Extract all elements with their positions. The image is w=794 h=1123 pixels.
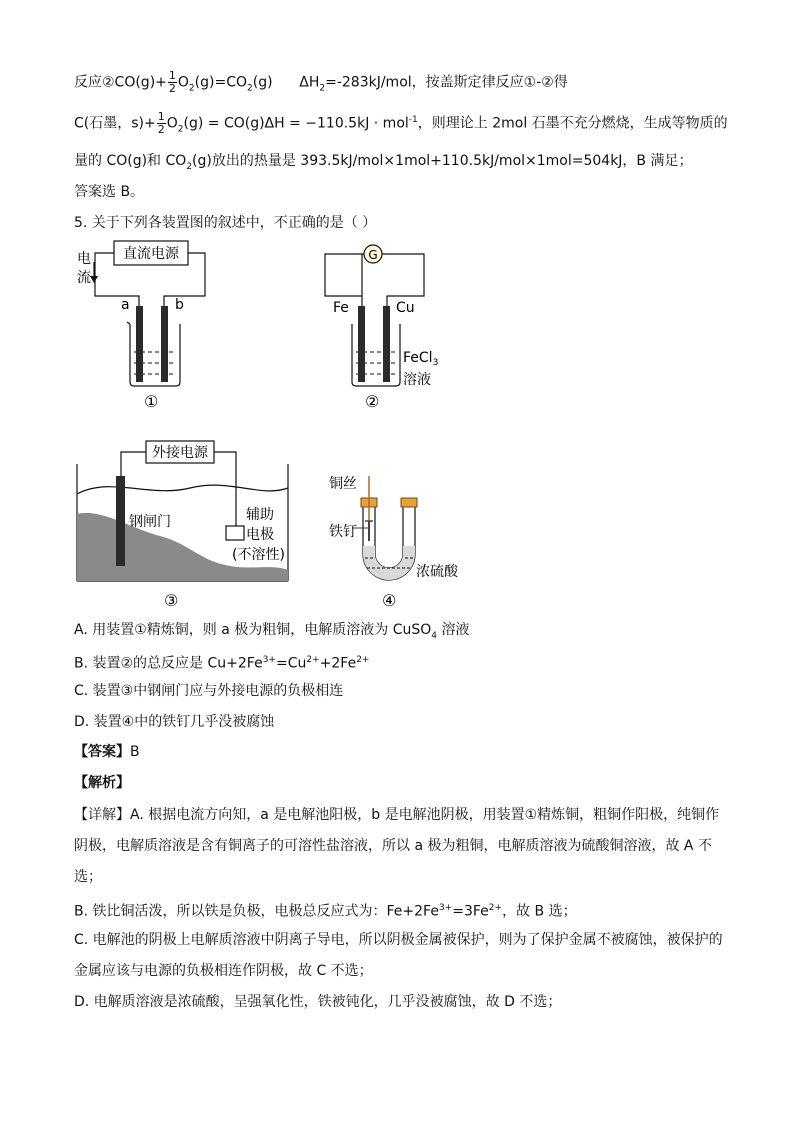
svg-text:铁钉: 铁钉 — [329, 524, 357, 540]
question-5: 5. 关于下列各装置图的叙述中，不正确的是（ ） — [74, 215, 377, 231]
svg-text:Fe: Fe — [333, 300, 349, 316]
svg-text:铜丝: 铜丝 — [329, 476, 357, 492]
detail-line-c1: C. 电解池的阴极上电解质溶液中阴离子导电，所以阴极金属被保护，则为了保护金属不被腐蚀，被保护的 — [74, 932, 723, 948]
text-line-3: 量的 CO(g)和 $CO_2(g)$放出的热量是 393.5kJ/mol×1mol+110.5kJ/mol×1mol=504kJ，B 满足； — [74, 153, 693, 172]
detail-line-2: 阴极，电解质溶液是含有铜离子的可溶性盐溶液，所以 a 极为粗铜，电解质溶液为硫酸铜溶液，故 A 不 — [74, 838, 712, 854]
option-d: D. 装置④中的铁钉几乎没被腐蚀 — [74, 714, 275, 730]
option-c: C. 装置③中钢闸门应与外接电源的负极相连 — [74, 683, 344, 699]
svg-text:辅助: 辅助 — [246, 507, 274, 523]
diagram-1-electrolysis — [77, 241, 205, 411]
svg-text:②: ② — [365, 392, 380, 411]
detail-line-3: 选； — [74, 869, 102, 885]
svg-text:G: G — [368, 248, 378, 262]
analysis-tag: 【解析】 — [74, 775, 130, 791]
svg-text:FeCl3: FeCl$_3$ — [403, 350, 439, 368]
detail-line-b: B. 铁比铜活泼，所以铁是负极，电极总反应式为：$Fe+2Fe^{3+}=3Fe^{2+}$，故 B 选； — [74, 903, 577, 920]
svg-text:溶液: 溶液 — [403, 372, 431, 388]
option-a: A. 用装置①精炼铜，则 a 极为粗铜，电解质溶液为 CuSO$_4$ 溶液 — [74, 622, 470, 641]
diagram-3-cathodic-protection — [77, 441, 288, 610]
equation-line-2: C(石墨，s)+ $\frac{1}{2}$ $O_2(g) = CO(g)\Delta H = -110.5kJ \cdot mol^{-1}$，则理论上 2mol 石墨不充分燃烧，生成等物质的 — [74, 110, 728, 137]
svg-text:外接电源: 外接电源 — [152, 445, 208, 461]
apparatus-diagrams — [0, 236, 794, 616]
svg-text:直流电源: 直流电源 — [123, 246, 179, 262]
fraction-half: $\frac{1}{2}$ — [168, 69, 176, 95]
option-b: B. 装置②的总反应是 $Cu+2Fe^{3+}=Cu^{2+}+2Fe^{2+}$ — [74, 655, 370, 672]
answer-block: 【答案】B — [74, 744, 140, 760]
svg-text:(不溶性): (不溶性) — [232, 547, 285, 563]
equation-line-1: 反应②CO(g)+ $\frac{1}{2}$ $O_2(g)=CO_2(g)$ $\Delta H_2=-283kJ$/mol，按盖斯定律反应①-②得 — [74, 69, 568, 95]
svg-text:电: 电 — [77, 251, 91, 267]
svg-text:③: ③ — [164, 591, 179, 610]
svg-text:④: ④ — [382, 591, 397, 610]
svg-text:①: ① — [144, 392, 159, 411]
diagram-2-galvanic-cell — [325, 245, 438, 411]
answer-line: 答案选 B。 — [74, 184, 145, 200]
svg-text:电极: 电极 — [246, 527, 274, 543]
detail-line-1: 【详解】A. 根据电流方向知，a 是电解池阳极，b 是电解池阴极，用装置①精炼铜，粗铜作阳极，纯铜作 — [74, 807, 720, 823]
detail-line-d: D. 电解质溶液是浓硫酸，呈强氧化性，铁被钝化，几乎没被腐蚀，故 D 不选； — [74, 994, 562, 1010]
detail-line-c2: 金属应该与电源的负极相连作阴极，故 C 不选； — [74, 963, 373, 979]
svg-text:钢闸门: 钢闸门 — [129, 514, 171, 530]
fraction-half: $\frac{1}{2}$ — [157, 110, 165, 137]
svg-text:浓硫酸: 浓硫酸 — [416, 564, 458, 580]
svg-text:Cu: Cu — [396, 300, 415, 316]
svg-text:流: 流 — [77, 270, 91, 286]
svg-text:b: b — [175, 297, 184, 313]
diagram-4-u-tube — [329, 475, 459, 610]
svg-text:a: a — [121, 297, 130, 313]
